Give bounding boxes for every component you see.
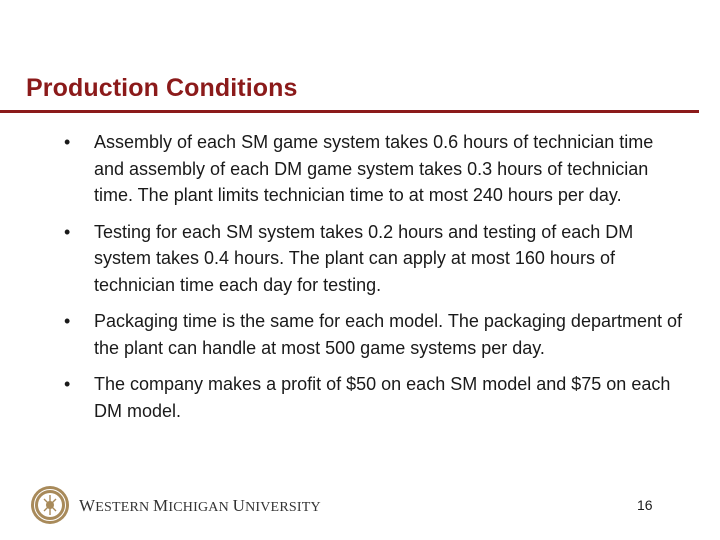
bullet-item-profit bbox=[64, 371, 684, 424]
wordmark-text: ICHIGAN bbox=[168, 500, 229, 515]
bullet-item-testing bbox=[64, 219, 684, 299]
bullet-text: Assembly of each SM game system takes 0.6 hours of technician time and assembly of each DM game system takes 0.3 hours of technician time. The plant limits technician time to at most 240 hours per day. bbox=[94, 132, 654, 205]
bullet-text: Testing for each SM system takes 0.2 hours and testing of each DM system takes 0.4 hours. The plant can apply at most 160 hours of technician time each day for testing. bbox=[94, 221, 634, 295]
university-wordmark bbox=[79, 496, 321, 516]
wordmark-text: NIVERSITY bbox=[245, 500, 321, 515]
bullet-text: The company makes a profit of $50 on each SM model and $75 on each DM model. bbox=[94, 374, 671, 421]
wordmark-letter: M bbox=[153, 496, 169, 515]
page-number: 16 bbox=[637, 497, 653, 513]
bullet-item-assembly bbox=[64, 129, 684, 209]
wordmark-letter: U bbox=[232, 496, 246, 515]
title-underline bbox=[0, 110, 699, 113]
bullet-marker: • bbox=[64, 311, 71, 331]
bullet-marker: • bbox=[64, 221, 71, 242]
bullet-list bbox=[64, 129, 684, 434]
bullet-marker: • bbox=[64, 132, 71, 152]
bullet-marker: • bbox=[64, 374, 71, 394]
wmu-seal-icon bbox=[30, 485, 70, 525]
wordmark-letter: W bbox=[79, 496, 96, 515]
slide-title: Production Conditions bbox=[26, 74, 298, 102]
bullet-text: Packaging time is the same for each model. The packaging department of the plant can handle at most 500 game systems per day. bbox=[94, 311, 682, 358]
bullet-item-packaging bbox=[64, 308, 684, 361]
wordmark-text: ESTERN bbox=[95, 500, 150, 515]
